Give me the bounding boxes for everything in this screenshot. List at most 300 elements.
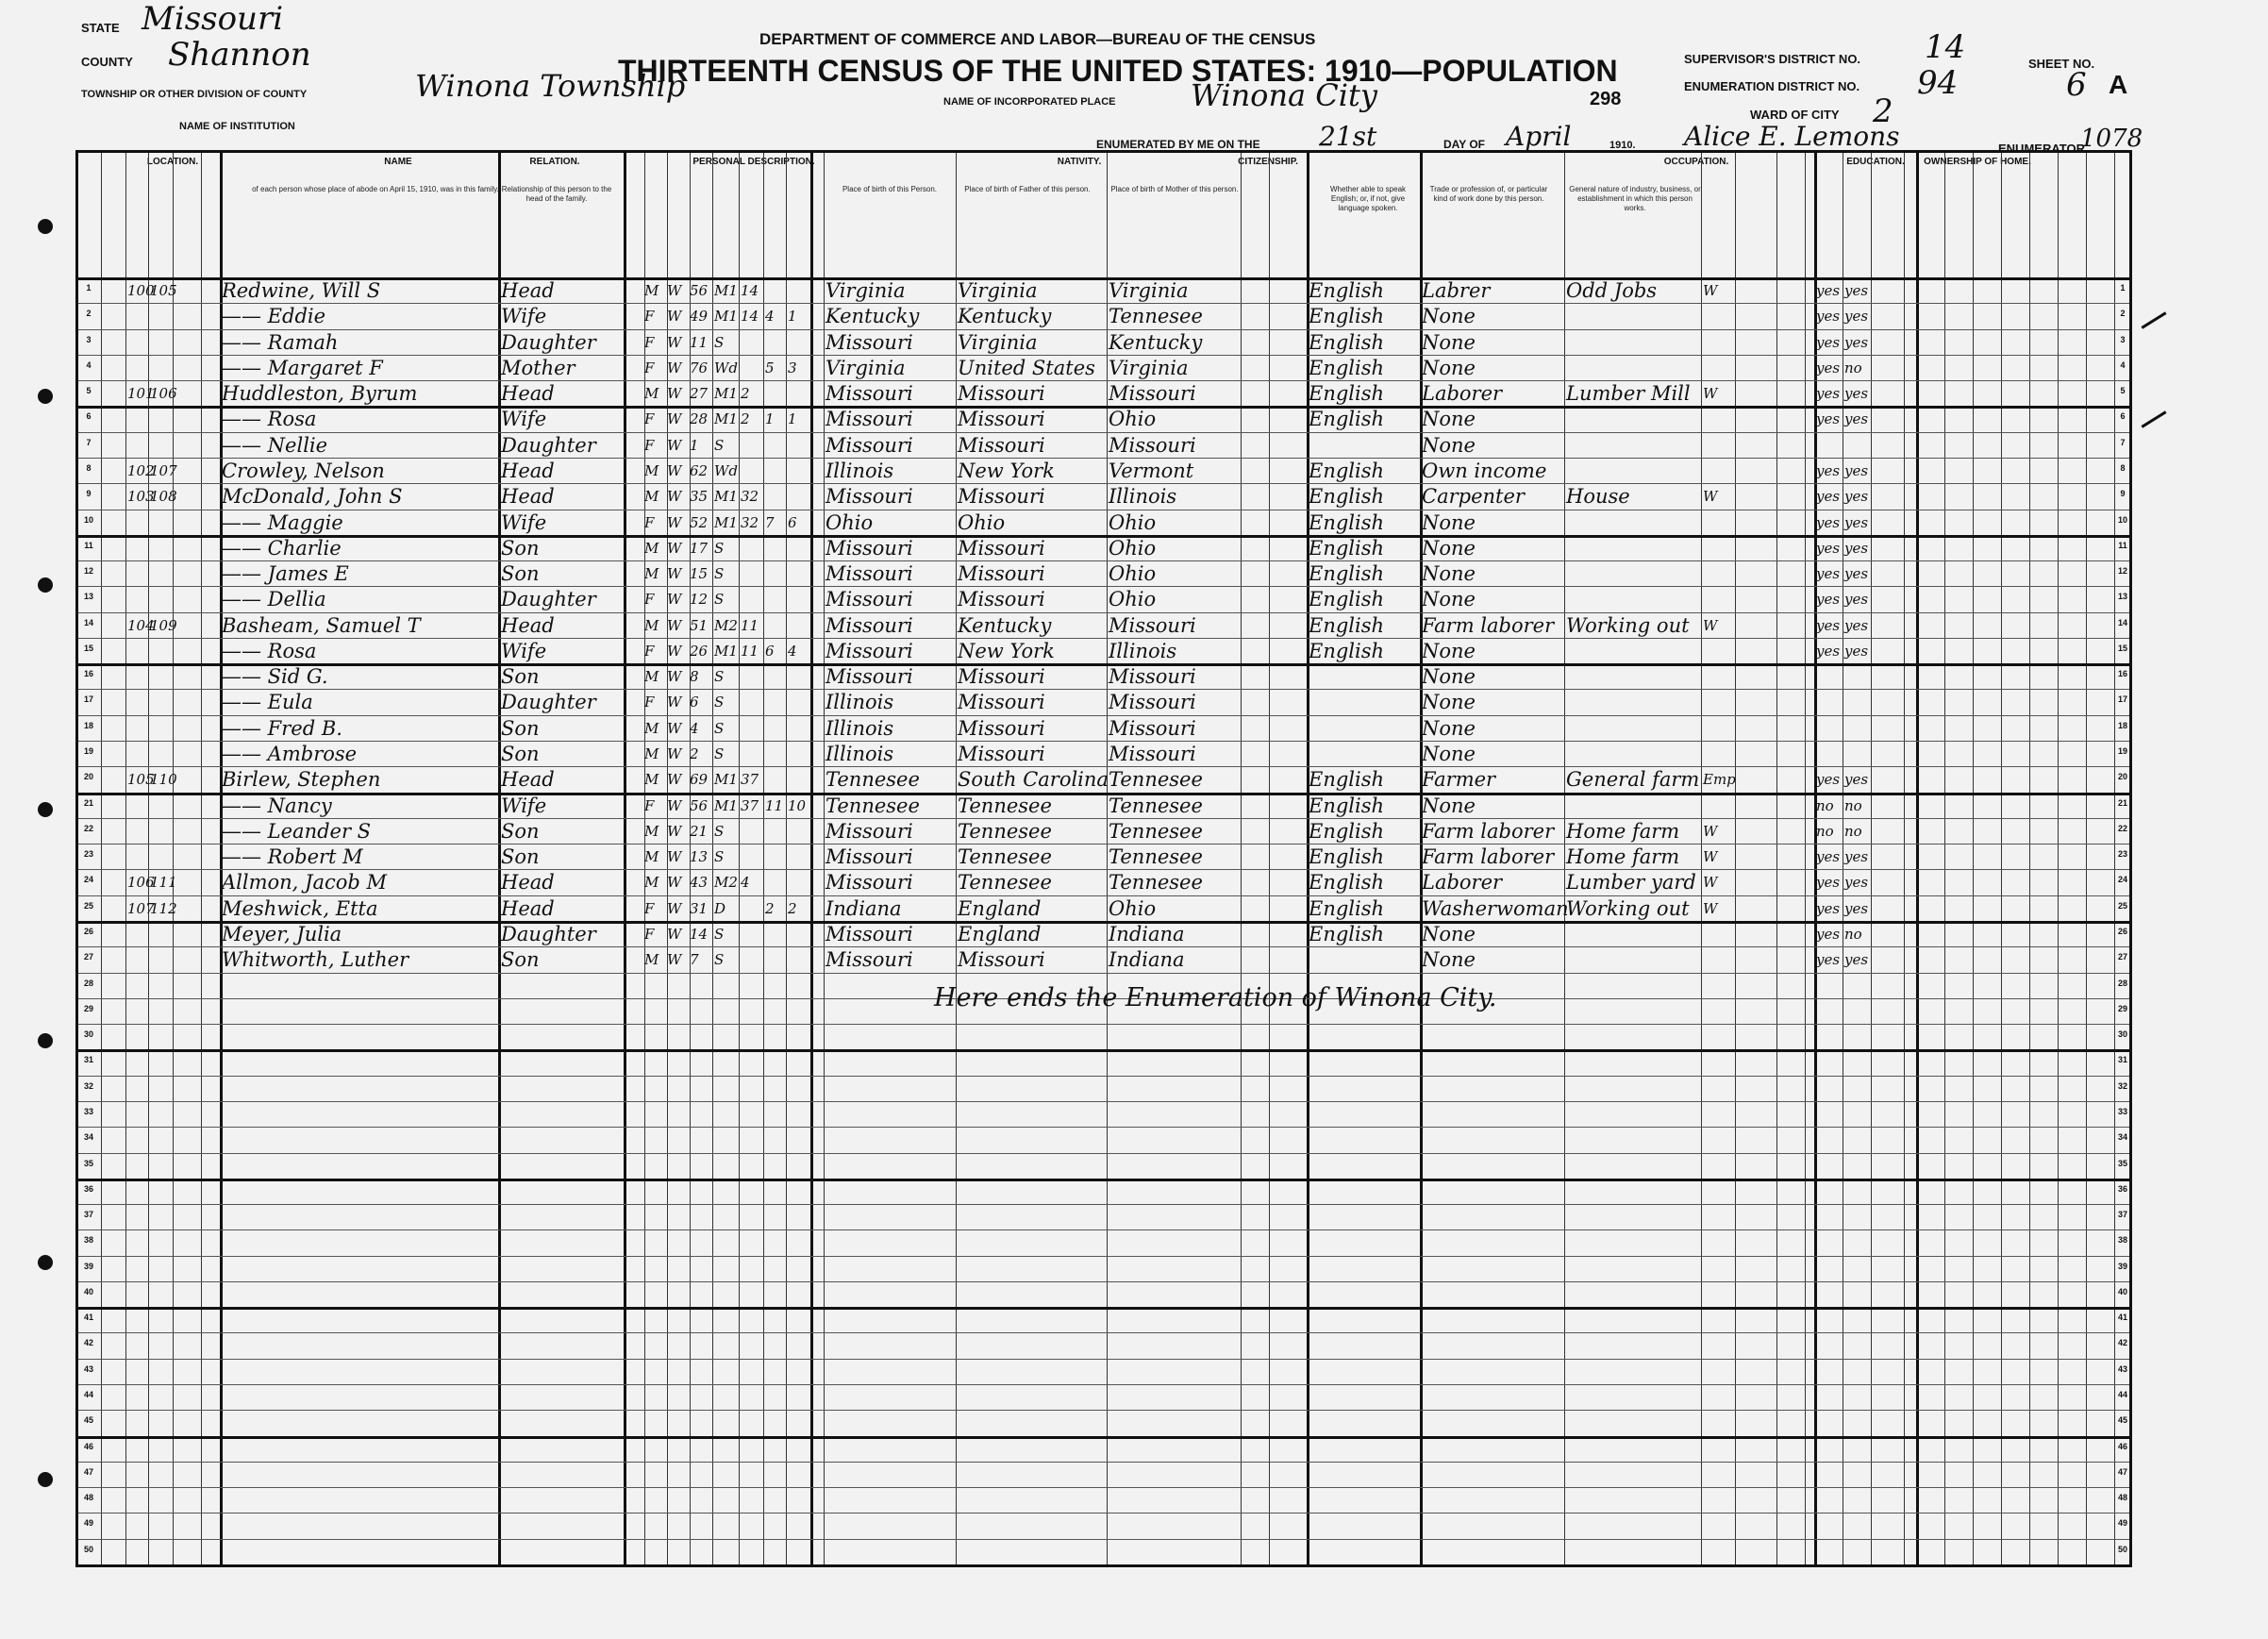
cell-sex: M xyxy=(644,874,659,892)
line-number: 36 xyxy=(83,1183,93,1194)
cell-trade: None xyxy=(1422,330,1476,354)
cell-name: Redwine, Will S xyxy=(222,279,381,302)
cell-write: yes xyxy=(1844,642,1869,660)
cell-name: Meshwick, Etta xyxy=(222,896,378,920)
line-number: 39 xyxy=(83,1261,93,1271)
cell-write: yes xyxy=(1844,951,1869,969)
line-number: 23 xyxy=(83,849,93,860)
column-rule xyxy=(1735,153,1736,1564)
cell-marital: M1 xyxy=(714,282,738,299)
row-rule xyxy=(78,1049,2129,1052)
cell-age: 13 xyxy=(690,848,709,866)
row-rule xyxy=(78,1179,2129,1181)
group-relation: RELATION. xyxy=(529,157,580,167)
enumerator-code: 1078 xyxy=(2080,125,2143,153)
cell-birth-mother: Tennesee xyxy=(1109,845,1203,869)
cell-dwelling: 106 xyxy=(127,874,155,892)
cell-race: W xyxy=(667,282,682,299)
cell-birth-person: Illinois xyxy=(825,459,894,482)
line-number-right: 50 xyxy=(2117,1544,2127,1554)
line-number-right: 44 xyxy=(2117,1390,2127,1400)
cell-write: yes xyxy=(1844,488,1869,506)
cell-relation: Wife xyxy=(501,305,547,328)
cell-age: 21 xyxy=(690,822,709,840)
cell-race: W xyxy=(667,745,682,763)
cell-sex: M xyxy=(644,822,659,840)
cell-name: —— Fred B. xyxy=(222,716,342,740)
cell-birth-father: Kentucky xyxy=(958,613,1052,637)
cell-birth-person: Missouri xyxy=(825,485,913,509)
cell-trade: None xyxy=(1422,433,1476,457)
cell-relation: Son xyxy=(501,948,540,972)
cell-marital: M1 xyxy=(714,308,738,326)
cell-birth-mother: Kentucky xyxy=(1109,330,1203,354)
cell-trade: None xyxy=(1422,794,1476,817)
cell-name: Meyer, Julia xyxy=(222,923,342,945)
cell-language: English xyxy=(1309,588,1385,611)
cell-read: yes xyxy=(1816,513,1841,531)
header-birth-father: Place of birth of Father of this person. xyxy=(964,185,1091,193)
cell-family: 108 xyxy=(150,488,177,506)
cell-name: Whitworth, Luther xyxy=(222,948,409,972)
line-number: 42 xyxy=(83,1338,93,1348)
line-number: 19 xyxy=(83,746,93,757)
cell-name: —— Nancy xyxy=(222,794,332,817)
line-number: 1 xyxy=(86,283,92,293)
cell-read: yes xyxy=(1816,410,1841,428)
cell-sex: F xyxy=(644,694,655,711)
line-number: 48 xyxy=(83,1493,93,1503)
cell-age: 2 xyxy=(690,745,699,763)
cell-birth-person: Missouri xyxy=(825,819,913,843)
cell-birth-person: Virginia xyxy=(825,279,906,302)
cell-relation: Head xyxy=(501,896,555,920)
line-number-right: 25 xyxy=(2117,900,2127,911)
column-rule xyxy=(1107,153,1108,1564)
cell-sex: F xyxy=(644,796,655,814)
cell-sex: M xyxy=(644,565,659,583)
cell-class: W xyxy=(1703,282,1718,299)
cell-relation: Head xyxy=(501,459,555,482)
cell-birth-father: Missouri xyxy=(958,588,1045,611)
cell-birth-mother: Ohio xyxy=(1109,562,1157,586)
punch-hole-4 xyxy=(38,802,53,817)
line-number-right: 17 xyxy=(2117,694,2127,705)
cell-sex: M xyxy=(644,461,659,479)
punch-hole-5 xyxy=(38,1033,53,1048)
line-number: 20 xyxy=(83,772,93,782)
column-rule xyxy=(786,153,787,1564)
cell-birth-father: Missouri xyxy=(958,433,1045,457)
line-number-right: 40 xyxy=(2117,1286,2127,1296)
header-language: Whether able to speak English; or, if not, give language spoken. xyxy=(1329,185,1407,212)
cell-birth-mother: Missouri xyxy=(1109,433,1196,457)
place-value: Winona City xyxy=(1191,77,1377,113)
line-number: 46 xyxy=(83,1441,93,1451)
cell-race: W xyxy=(667,513,682,531)
column-rule xyxy=(824,153,825,1564)
line-number: 22 xyxy=(83,823,93,833)
line-number-right: 7 xyxy=(2120,437,2126,447)
cell-birth-mother: Ohio xyxy=(1109,896,1157,920)
line-number: 21 xyxy=(83,797,93,808)
cell-birth-father: Missouri xyxy=(958,691,1045,714)
line-number: 24 xyxy=(83,875,93,885)
census-table xyxy=(75,150,2132,1567)
row-rule xyxy=(78,1462,2129,1463)
enumerated-month: April xyxy=(1506,121,1572,152)
enumerator-label: ENUMERATOR. xyxy=(1998,142,2089,156)
cell-birth-mother: Virginia xyxy=(1109,356,1189,379)
cell-race: W xyxy=(667,642,682,660)
punch-hole-2 xyxy=(38,389,53,404)
line-number: 34 xyxy=(83,1132,93,1143)
cell-age: 76 xyxy=(690,359,709,376)
cell-birth-mother: Virginia xyxy=(1109,279,1189,302)
cell-birth-person: Missouri xyxy=(825,382,913,406)
cell-trade: Carpenter xyxy=(1422,485,1525,509)
line-number: 29 xyxy=(83,1003,93,1013)
cell-years-married: 2 xyxy=(741,385,750,403)
column-rule xyxy=(148,153,149,1564)
row-rule xyxy=(78,1539,2129,1540)
check-mark-1 xyxy=(2141,311,2166,328)
cell-class: Emp xyxy=(1703,771,1736,789)
cell-birth-father: Missouri xyxy=(958,485,1045,509)
cell-sex: F xyxy=(644,513,655,531)
cell-trade: None xyxy=(1422,665,1476,689)
cell-trade: None xyxy=(1422,743,1476,766)
cell-birth-person: Missouri xyxy=(825,408,913,431)
line-number-right: 10 xyxy=(2117,514,2127,525)
cell-language: English xyxy=(1309,356,1385,379)
cell-birth-mother: Indiana xyxy=(1109,923,1185,945)
cell-birth-father: Kentucky xyxy=(958,305,1052,328)
cell-marital: S xyxy=(714,333,725,351)
line-number-right: 16 xyxy=(2117,669,2127,679)
cell-birth-person: Kentucky xyxy=(825,305,920,328)
supervisor-value: 14 xyxy=(1925,28,1966,66)
census-title: THIRTEENTH CENSUS OF THE UNITED STATES: 1910—POPULATION xyxy=(618,54,1618,88)
cell-race: W xyxy=(667,899,682,917)
cell-write: yes xyxy=(1844,410,1869,428)
cell-age: 31 xyxy=(690,899,709,917)
cell-language: English xyxy=(1309,845,1385,869)
cell-marital: M2 xyxy=(714,616,738,634)
cell-marital: M1 xyxy=(714,771,738,789)
cell-children-born: 6 xyxy=(765,642,775,660)
cell-relation: Head xyxy=(501,382,555,406)
cell-birth-person: Missouri xyxy=(825,588,913,611)
cell-relation: Head xyxy=(501,485,555,509)
cell-marital: M1 xyxy=(714,488,738,506)
cell-relation: Daughter xyxy=(501,330,596,354)
cell-birth-father: Tennesee xyxy=(958,794,1052,817)
cell-read: yes xyxy=(1816,771,1841,789)
cell-marital: Wd xyxy=(714,461,739,479)
cell-sex: F xyxy=(644,410,655,428)
column-rule xyxy=(2086,153,2087,1564)
line-number: 25 xyxy=(83,900,93,911)
cell-marital: S xyxy=(714,926,725,943)
cell-read: yes xyxy=(1816,591,1841,609)
line-number-right: 9 xyxy=(2120,489,2126,499)
cell-birth-mother: Missouri xyxy=(1109,743,1196,766)
line-number-right: 43 xyxy=(2117,1363,2127,1374)
cell-race: W xyxy=(667,694,682,711)
township-value: Winona Township xyxy=(415,68,686,104)
row-rule xyxy=(78,1307,2129,1310)
cell-dwelling: 103 xyxy=(127,488,155,506)
cell-years-married: 14 xyxy=(741,308,759,326)
cell-relation: Son xyxy=(501,845,540,869)
cell-trade: Laborer xyxy=(1422,871,1503,895)
cell-race: W xyxy=(667,308,682,326)
ward-label: WARD OF CITY xyxy=(1750,108,1840,122)
line-number: 47 xyxy=(83,1466,93,1477)
cell-children-born: 1 xyxy=(765,410,775,428)
line-number: 7 xyxy=(86,437,92,447)
line-number: 50 xyxy=(83,1544,93,1554)
cell-sex: M xyxy=(644,719,659,737)
row-rule xyxy=(78,1229,2129,1230)
line-number: 6 xyxy=(86,411,92,422)
row-rule xyxy=(78,1153,2129,1154)
cell-birth-person: Missouri xyxy=(825,433,913,457)
line-number-right: 29 xyxy=(2117,1003,2127,1013)
cell-relation: Wife xyxy=(501,408,547,431)
line-number: 30 xyxy=(83,1029,93,1040)
cell-birth-mother: Ohio xyxy=(1109,536,1157,560)
cell-birth-person: Illinois xyxy=(825,691,894,714)
cell-language: English xyxy=(1309,485,1385,509)
cell-birth-father: Missouri xyxy=(958,562,1045,586)
cell-marital: M2 xyxy=(714,874,738,892)
cell-birth-mother: Tennesee xyxy=(1109,794,1203,817)
line-number-right: 49 xyxy=(2117,1518,2127,1529)
cell-family: 105 xyxy=(150,282,177,299)
cell-age: 62 xyxy=(690,461,709,479)
header-trade: Trade or profession of, or particular kind of work done by this person. xyxy=(1429,185,1548,203)
row-rule xyxy=(78,1127,2129,1128)
row-rule xyxy=(78,1332,2129,1333)
line-number-right: 4 xyxy=(2120,360,2126,370)
line-number-right: 46 xyxy=(2117,1441,2127,1451)
cell-class: W xyxy=(1703,874,1718,892)
cell-language: English xyxy=(1309,923,1385,945)
cell-marital: S xyxy=(714,668,725,686)
cell-race: W xyxy=(667,461,682,479)
cell-name: Crowley, Nelson xyxy=(222,459,385,482)
line-number-right: 8 xyxy=(2120,462,2126,473)
cell-children-born: 5 xyxy=(765,359,775,376)
cell-relation: Wife xyxy=(501,510,547,534)
cell-race: W xyxy=(667,410,682,428)
group-ownership: OWNERSHIP OF HOME. xyxy=(1924,157,2031,167)
cell-birth-mother: Tennesee xyxy=(1109,871,1203,895)
cell-years-married: 11 xyxy=(741,616,759,634)
cell-relation: Son xyxy=(501,536,540,560)
cell-children-born: 11 xyxy=(765,796,784,814)
cell-name: —— Charlie xyxy=(222,536,342,560)
cell-sex: F xyxy=(644,436,655,454)
cell-birth-person: Missouri xyxy=(825,923,913,945)
cell-birth-person: Missouri xyxy=(825,330,913,354)
line-number: 43 xyxy=(83,1363,93,1374)
cell-language: English xyxy=(1309,768,1385,792)
cell-birth-mother: Missouri xyxy=(1109,382,1196,406)
cell-birth-person: Missouri xyxy=(825,948,913,972)
row-rule xyxy=(78,1076,2129,1077)
cell-age: 43 xyxy=(690,874,709,892)
cell-dwelling: 104 xyxy=(127,616,155,634)
cell-language: English xyxy=(1309,639,1385,662)
row-rule xyxy=(78,973,2129,974)
cell-race: W xyxy=(667,719,682,737)
cell-years-married: 2 xyxy=(741,410,750,428)
cell-relation: Daughter xyxy=(501,923,596,945)
cell-read: yes xyxy=(1816,565,1841,583)
cell-class: W xyxy=(1703,488,1718,506)
line-number: 38 xyxy=(83,1235,93,1246)
cell-family: 107 xyxy=(150,461,177,479)
cell-read: no xyxy=(1816,822,1834,840)
column-rule xyxy=(810,153,813,1564)
cell-read: yes xyxy=(1816,461,1841,479)
closing-note: Here ends the Enumeration of Winona City. xyxy=(934,983,1497,1012)
cell-age: 52 xyxy=(690,513,709,531)
punch-hole-7 xyxy=(38,1472,53,1487)
cell-name: —— Nellie xyxy=(222,433,328,457)
cell-birth-father: New York xyxy=(958,639,1055,662)
cell-read: yes xyxy=(1816,308,1841,326)
institution-label: NAME OF INSTITUTION xyxy=(179,121,295,132)
cell-write: yes xyxy=(1844,308,1869,326)
cell-birth-father: Missouri xyxy=(958,716,1045,740)
line-number: 4 xyxy=(86,360,92,370)
line-number: 37 xyxy=(83,1210,93,1220)
cell-birth-mother: Ohio xyxy=(1109,510,1157,534)
cell-birth-father: Ohio xyxy=(958,510,1006,534)
cell-name: —— James E xyxy=(222,562,349,586)
cell-read: yes xyxy=(1816,848,1841,866)
group-name: NAME xyxy=(384,157,412,167)
county-label: COUNTY xyxy=(81,55,133,69)
cell-industry: Lumber Mill xyxy=(1566,382,1691,406)
cell-name: —— Maggie xyxy=(222,510,343,534)
cell-birth-person: Missouri xyxy=(825,665,913,689)
cell-dwelling: 102 xyxy=(127,461,155,479)
cell-write: yes xyxy=(1844,771,1869,789)
cell-industry: Home farm xyxy=(1566,819,1680,843)
line-number-right: 36 xyxy=(2117,1183,2127,1194)
cell-sex: M xyxy=(644,848,659,866)
cell-race: W xyxy=(667,822,682,840)
cell-birth-mother: Missouri xyxy=(1109,691,1196,714)
ward-value: 2 xyxy=(1873,92,1893,130)
cell-years-married: 37 xyxy=(741,796,759,814)
row-rule xyxy=(78,1359,2129,1360)
cell-marital: D xyxy=(714,899,726,917)
column-rule xyxy=(763,153,764,1564)
row-rule xyxy=(78,1204,2129,1205)
cell-class: W xyxy=(1703,616,1718,634)
cell-sex: M xyxy=(644,616,659,634)
cell-name: McDonald, John S xyxy=(222,485,403,509)
cell-trade: None xyxy=(1422,588,1476,611)
cell-name: Allmon, Jacob M xyxy=(222,871,387,895)
cell-age: 17 xyxy=(690,539,709,557)
cell-language: English xyxy=(1309,536,1385,560)
line-number-right: 18 xyxy=(2117,720,2127,730)
cell-sex: M xyxy=(644,539,659,557)
cell-trade: None xyxy=(1422,948,1476,972)
cell-race: W xyxy=(667,565,682,583)
cell-race: W xyxy=(667,771,682,789)
line-number-right: 1 xyxy=(2120,283,2126,293)
cell-read: yes xyxy=(1816,333,1841,351)
cell-name: —— Rosa xyxy=(222,639,317,662)
cell-family: 111 xyxy=(150,874,177,892)
cell-birth-mother: Missouri xyxy=(1109,716,1196,740)
cell-birth-mother: Illinois xyxy=(1109,485,1177,509)
cell-birth-person: Missouri xyxy=(825,562,913,586)
cell-birth-mother: Tennesee xyxy=(1109,819,1203,843)
line-number-right: 6 xyxy=(2120,411,2126,422)
cell-write: yes xyxy=(1844,591,1869,609)
sheet-label: SHEET NO. xyxy=(2028,57,2095,71)
cell-write: yes xyxy=(1844,461,1869,479)
column-rule xyxy=(1973,153,1974,1564)
cell-sex: F xyxy=(644,926,655,943)
cell-marital: M1 xyxy=(714,410,738,428)
cell-birth-person: Missouri xyxy=(825,536,913,560)
line-number-right: 2 xyxy=(2120,309,2126,319)
cell-age: 1 xyxy=(690,436,699,454)
state-label: STATE xyxy=(81,21,120,35)
cell-relation: Head xyxy=(501,768,555,792)
cell-age: 8 xyxy=(690,668,699,686)
cell-class: W xyxy=(1703,822,1718,840)
cell-trade: None xyxy=(1422,536,1476,560)
cell-language: English xyxy=(1309,819,1385,843)
cell-birth-person: Missouri xyxy=(825,639,913,662)
line-number-right: 13 xyxy=(2117,592,2127,602)
cell-birth-person: Missouri xyxy=(825,871,913,895)
cell-children-living: 3 xyxy=(788,359,797,376)
column-rule xyxy=(1805,153,1806,1564)
cell-sex: M xyxy=(644,488,659,506)
cell-trade: Farm laborer xyxy=(1422,819,1555,843)
column-rule xyxy=(101,153,102,1564)
group-education: EDUCATION. xyxy=(1846,157,1905,167)
county-value: Shannon xyxy=(168,36,311,74)
cell-write: no xyxy=(1844,926,1862,943)
line-number: 33 xyxy=(83,1106,93,1116)
cell-children-living: 6 xyxy=(788,513,797,531)
cell-write: yes xyxy=(1844,565,1869,583)
line-number: 15 xyxy=(83,643,93,653)
line-number-right: 3 xyxy=(2120,334,2126,344)
cell-race: W xyxy=(667,539,682,557)
row-rule xyxy=(78,1384,2129,1385)
line-number: 10 xyxy=(83,514,93,525)
cell-children-born: 7 xyxy=(765,513,775,531)
cell-class: W xyxy=(1703,385,1718,403)
cell-years-married: 4 xyxy=(741,874,750,892)
cell-birth-mother: Missouri xyxy=(1109,613,1196,637)
cell-name: —— Robert M xyxy=(222,845,363,869)
